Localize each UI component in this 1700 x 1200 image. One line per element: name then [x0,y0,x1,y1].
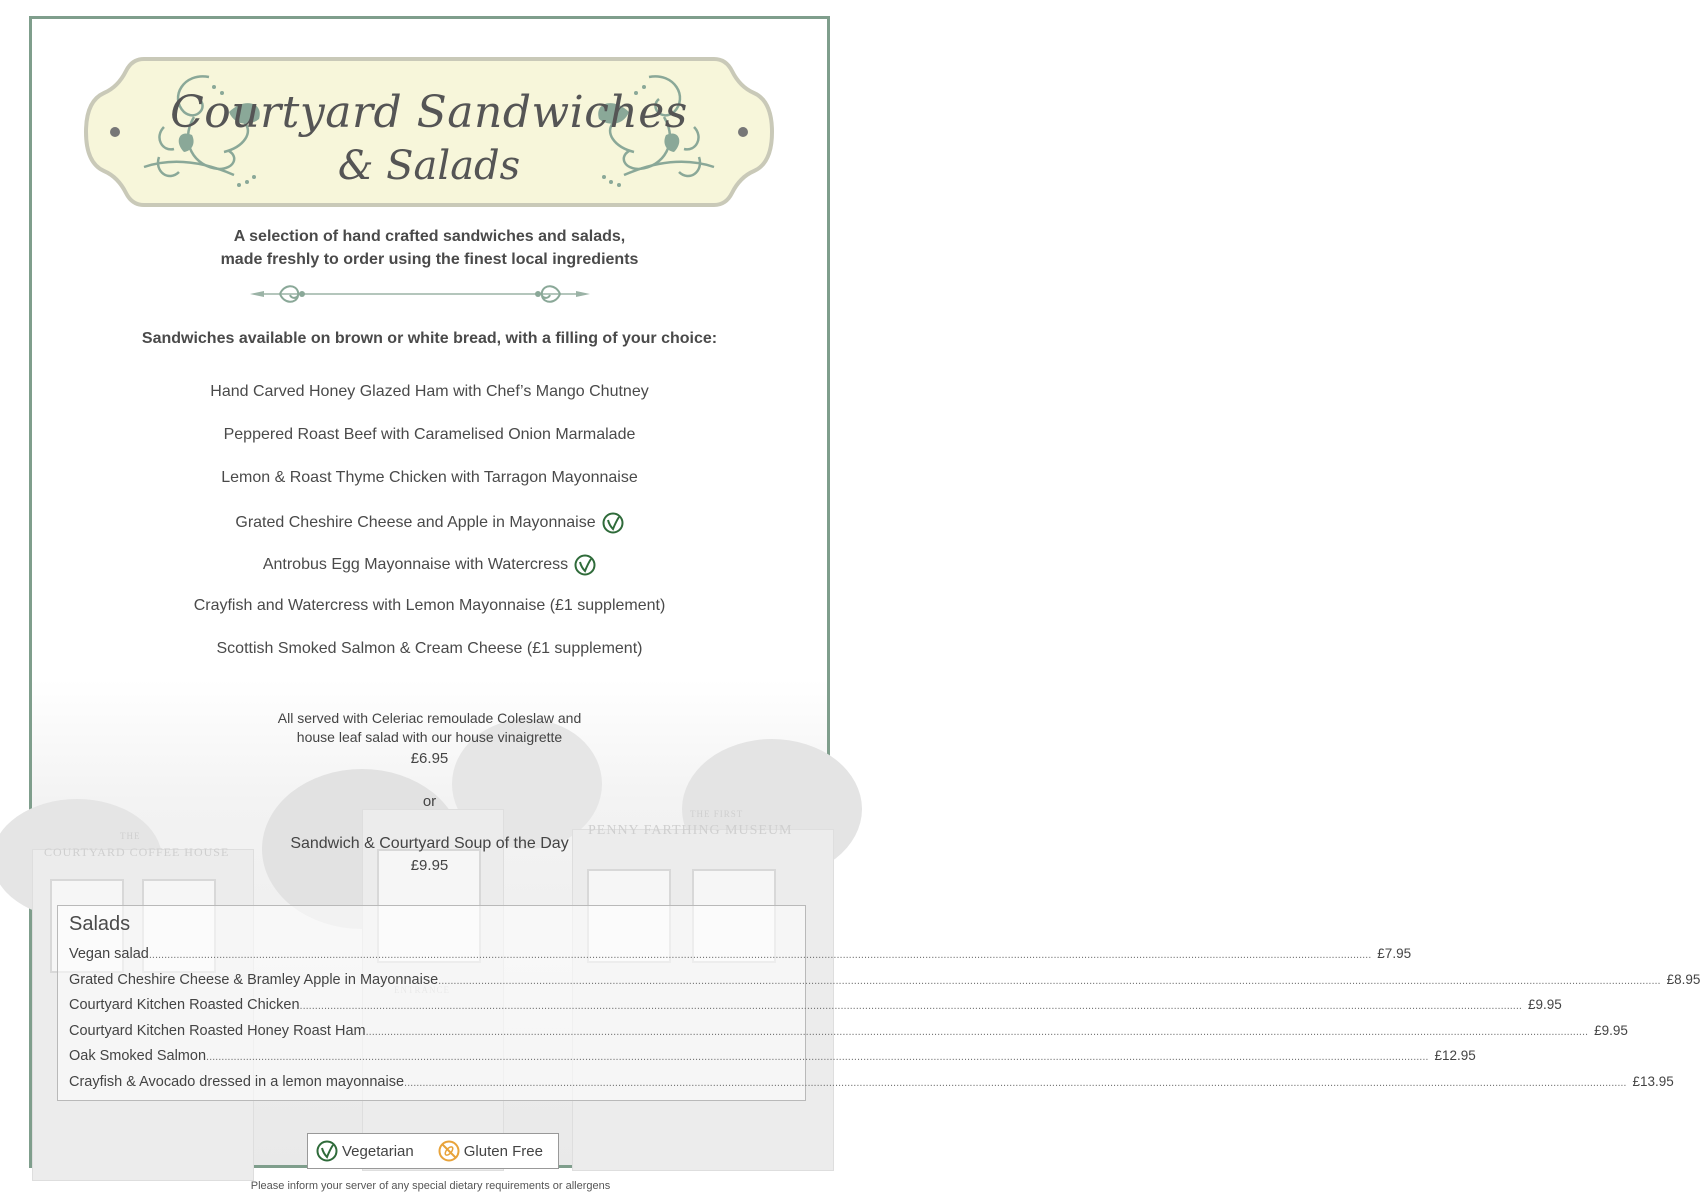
salad-name: Courtyard Kitchen Roasted Honey Roast Ham [69,1022,366,1039]
title-banner [84,57,774,207]
sandwich-item [32,512,827,534]
sandwich-item [32,597,827,615]
salad-price: £12.95 [1434,1048,1476,1063]
sandwich-name: Hand Carved Honey Glazed Ham with Chef’s Mango Chutney [210,383,649,400]
salad-row [69,1022,1628,1043]
gluten-free-icon [438,1140,460,1162]
vegetarian-icon [602,512,624,534]
dot-leader: ................................................................................................................................................................................................................................................................................................................................................................................................................ [404,1076,1627,1089]
served-with-line1: All served with Celeriac remoulade Coleslaw and [277,710,582,726]
sandwich-item [32,469,827,487]
dot-leader: ................................................................................................................................................................................................................................................................................................................................................................................................................ [206,1051,1429,1063]
or-separator: or [422,793,437,810]
salad-price: £7.95 [1377,946,1412,961]
salad-price: £9.95 [1594,1022,1628,1038]
intro-line1: A selection of hand crafted sandwiches and salads, [233,228,626,245]
salad-name: Grated Cheshire Cheese & Bramley Apple in Mayonnaise [69,971,439,988]
sandwich-item [32,554,827,576]
sandwich-name: Antrobus Egg Mayonnaise with Watercress [262,556,569,574]
sandwich-name: Lemon & Roast Thyme Chicken with Tarragon Mayonnaise [221,469,638,486]
sandwich-name: Crayfish and Watercress with Lemon Mayonnaise (£1 supplement) [193,597,666,614]
salads-title: Salads [69,913,131,935]
sandwich-price: £6.95 [410,750,449,767]
intro-line2: made freshly to order using the finest local ingredients [220,251,639,268]
soup-combo-label: Sandwich & Courtyard Soup of the Day [290,835,569,852]
salad-name: Courtyard Kitchen Roasted Chicken [69,997,300,1013]
ornamental-divider [250,282,590,306]
sandwich-item [32,640,827,658]
salad-name: Vegan salad [69,946,149,962]
sandwich-item [32,426,827,444]
sandwich-name: Grated Cheshire Cheese and Apple in Mayonnaise [235,514,596,532]
legend-vegetarian [316,1140,414,1162]
salad-price: £13.95 [1632,1073,1674,1089]
menu-title-line2: & Salads [337,143,521,189]
salad-row [69,1048,1476,1068]
coffee-house-sign: COURTYARD COFFEE HOUSE [44,845,230,859]
salad-name: Crayfish & Avocado dressed in a lemon mayonnaise [69,1073,405,1090]
salads-section [57,905,1700,1101]
sandwich-heading: Sandwiches available on brown or white bread, with a filling of your choice: [141,330,718,347]
coffee-house-sign-small: THE [120,831,141,841]
salad-price: £9.95 [1527,997,1562,1012]
legend-gluten-free-label: Gluten Free [463,1142,543,1160]
salad-row [69,971,1700,992]
soup-combo-price: £9.95 [410,857,449,874]
salad-row [69,946,1412,966]
menu-title-line1: Courtyard Sandwiches [170,87,688,138]
dot-leader: ................................................................................................................................................................................................................................................................................................................................................................................................................ [365,1025,1589,1038]
sandwich-name: Peppered Roast Beef with Caramelised Onion Marmalade [223,426,636,443]
dot-leader: ................................................................................................................................................................................................................................................................................................................................................................................................................ [438,974,1661,987]
sandwich-item [32,383,827,401]
legend-gluten-free [438,1140,543,1162]
legend-vegetarian-label: Vegetarian [342,1142,414,1160]
vegetarian-icon [574,554,596,576]
dietary-legend [307,1133,559,1169]
sandwich-name: Scottish Smoked Salmon & Cream Cheese (£1 supplement) [216,640,643,657]
salad-row [69,997,1562,1017]
dot-leader: ................................................................................................................................................................................................................................................................................................................................................................................................................ [148,949,1372,961]
menu-frame [29,16,1700,1168]
salad-name: Oak Smoked Salmon [69,1048,207,1064]
served-with-line2: house leaf salad with our house vinaigrette [296,729,563,745]
allergen-footer-note: Please inform your server of any special dietary requirements or allergens [250,1180,611,1192]
vegetarian-icon [316,1140,338,1162]
museum-sign-small: THE FIRST [690,809,744,819]
salad-price: £8.95 [1666,971,1700,987]
museum-sign: PENNY FARTHING MUSEUM [588,823,793,838]
dot-leader: ................................................................................................................................................................................................................................................................................................................................................................................................................ [299,1000,1522,1012]
salad-row [69,1073,1674,1094]
